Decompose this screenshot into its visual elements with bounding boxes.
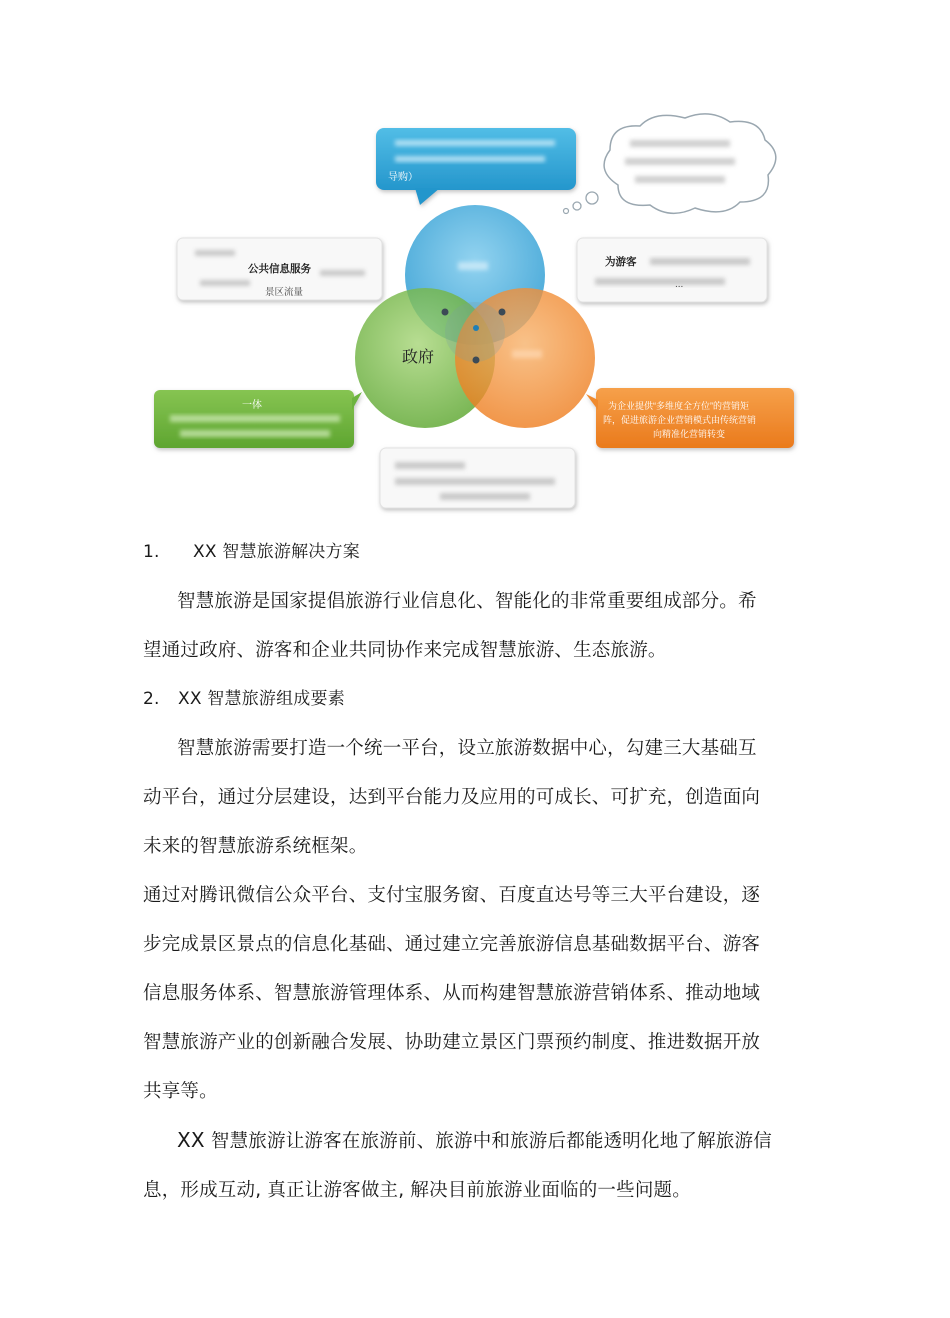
section-heading-2 <box>143 675 808 724</box>
paragraph-2-line-2: 动平台，通过分层建设，达到平台能力及应用的可成长、可扩充，创造面向 <box>143 787 761 808</box>
thought-cloud <box>564 114 776 214</box>
tourist-box-sub: ... <box>675 279 684 290</box>
intersection-dot <box>442 309 449 316</box>
paragraph-3-line-4: 智慧旅游产业的创新融合发展、协助建立景区门票预约制度、推进数据开放 <box>143 1032 761 1053</box>
paragraph-4-line-1 <box>143 1116 808 1166</box>
paragraph-1-line-1: 智慧旅游是国家提倡旅游行业信息化、智能化的非常重要组成部分。希 <box>177 591 757 612</box>
section-number-1: 1. <box>143 542 160 562</box>
paragraph-3-line-2: 步完成景区景点的信息化基础、通过建立完善旅游信息基础数据平台、游客 <box>143 934 761 955</box>
paragraph-2-line-1: 智慧旅游需要打造一个统一平台，设立旅游数据中心，勾建三大基础互 <box>177 738 757 759</box>
section-number-2: 2. <box>143 689 160 709</box>
public-info-title: 公共信息服务 <box>248 263 311 275</box>
venn-diagram <box>140 110 820 520</box>
orange-callout-line3: 向精准化营销转变 <box>653 429 726 439</box>
intersection-dot <box>499 309 506 316</box>
paragraph-3-line-3: 信息服务体系、智慧旅游管理体系、从而构建智慧旅游营销体系、推动地域 <box>143 983 761 1004</box>
paragraph-1-line-2: 望通过政府、游客和企业共同协作来完成智慧旅游、生态旅游。 <box>143 640 667 661</box>
document-body <box>143 528 808 1215</box>
paragraph-2-line-3: 未来的智慧旅游系统框架。 <box>143 836 368 857</box>
government-label: 政府 <box>402 349 435 366</box>
paragraph-4-prefix: XX <box>177 1128 205 1152</box>
section-title-1: XX 智慧旅游解决方案 <box>193 542 360 562</box>
paragraph-4-line-1-text: 智慧旅游让游客在旅游前、旅游中和旅游后都能透明化地了解旅游信 <box>204 1131 772 1152</box>
top-blue-callout <box>376 128 576 205</box>
section-title-2: XX 智慧旅游组成要素 <box>178 689 345 709</box>
paragraph-3-line-1: 通过对腾讯微信公众平台、支付宝服务窗、百度直达号等三大平台建设，逐 <box>143 885 761 906</box>
tourist-box <box>577 238 767 302</box>
green-callout-text: 一体 <box>242 400 262 411</box>
orange-callout-line2: 阵，促进旅游企业营销模式由传统营销 <box>603 415 757 425</box>
section-heading-1 <box>143 528 808 577</box>
tourist-box-title: 为游客 <box>605 256 637 268</box>
intersection-dot <box>473 325 479 331</box>
orange-callout-line1: 为企业提供“多维度全方位”的营销矩 <box>608 401 749 411</box>
public-info-sub: 景区流量 <box>265 287 304 298</box>
intersection-dot <box>473 357 480 364</box>
paragraph-4-line-2: 息，形成互动, 真正让游客做主, 解决目前旅游业面临的一些问题。 <box>143 1180 691 1201</box>
top-callout-text: 导购） <box>388 172 418 183</box>
paragraph-3-line-5: 共享等。 <box>143 1081 218 1102</box>
